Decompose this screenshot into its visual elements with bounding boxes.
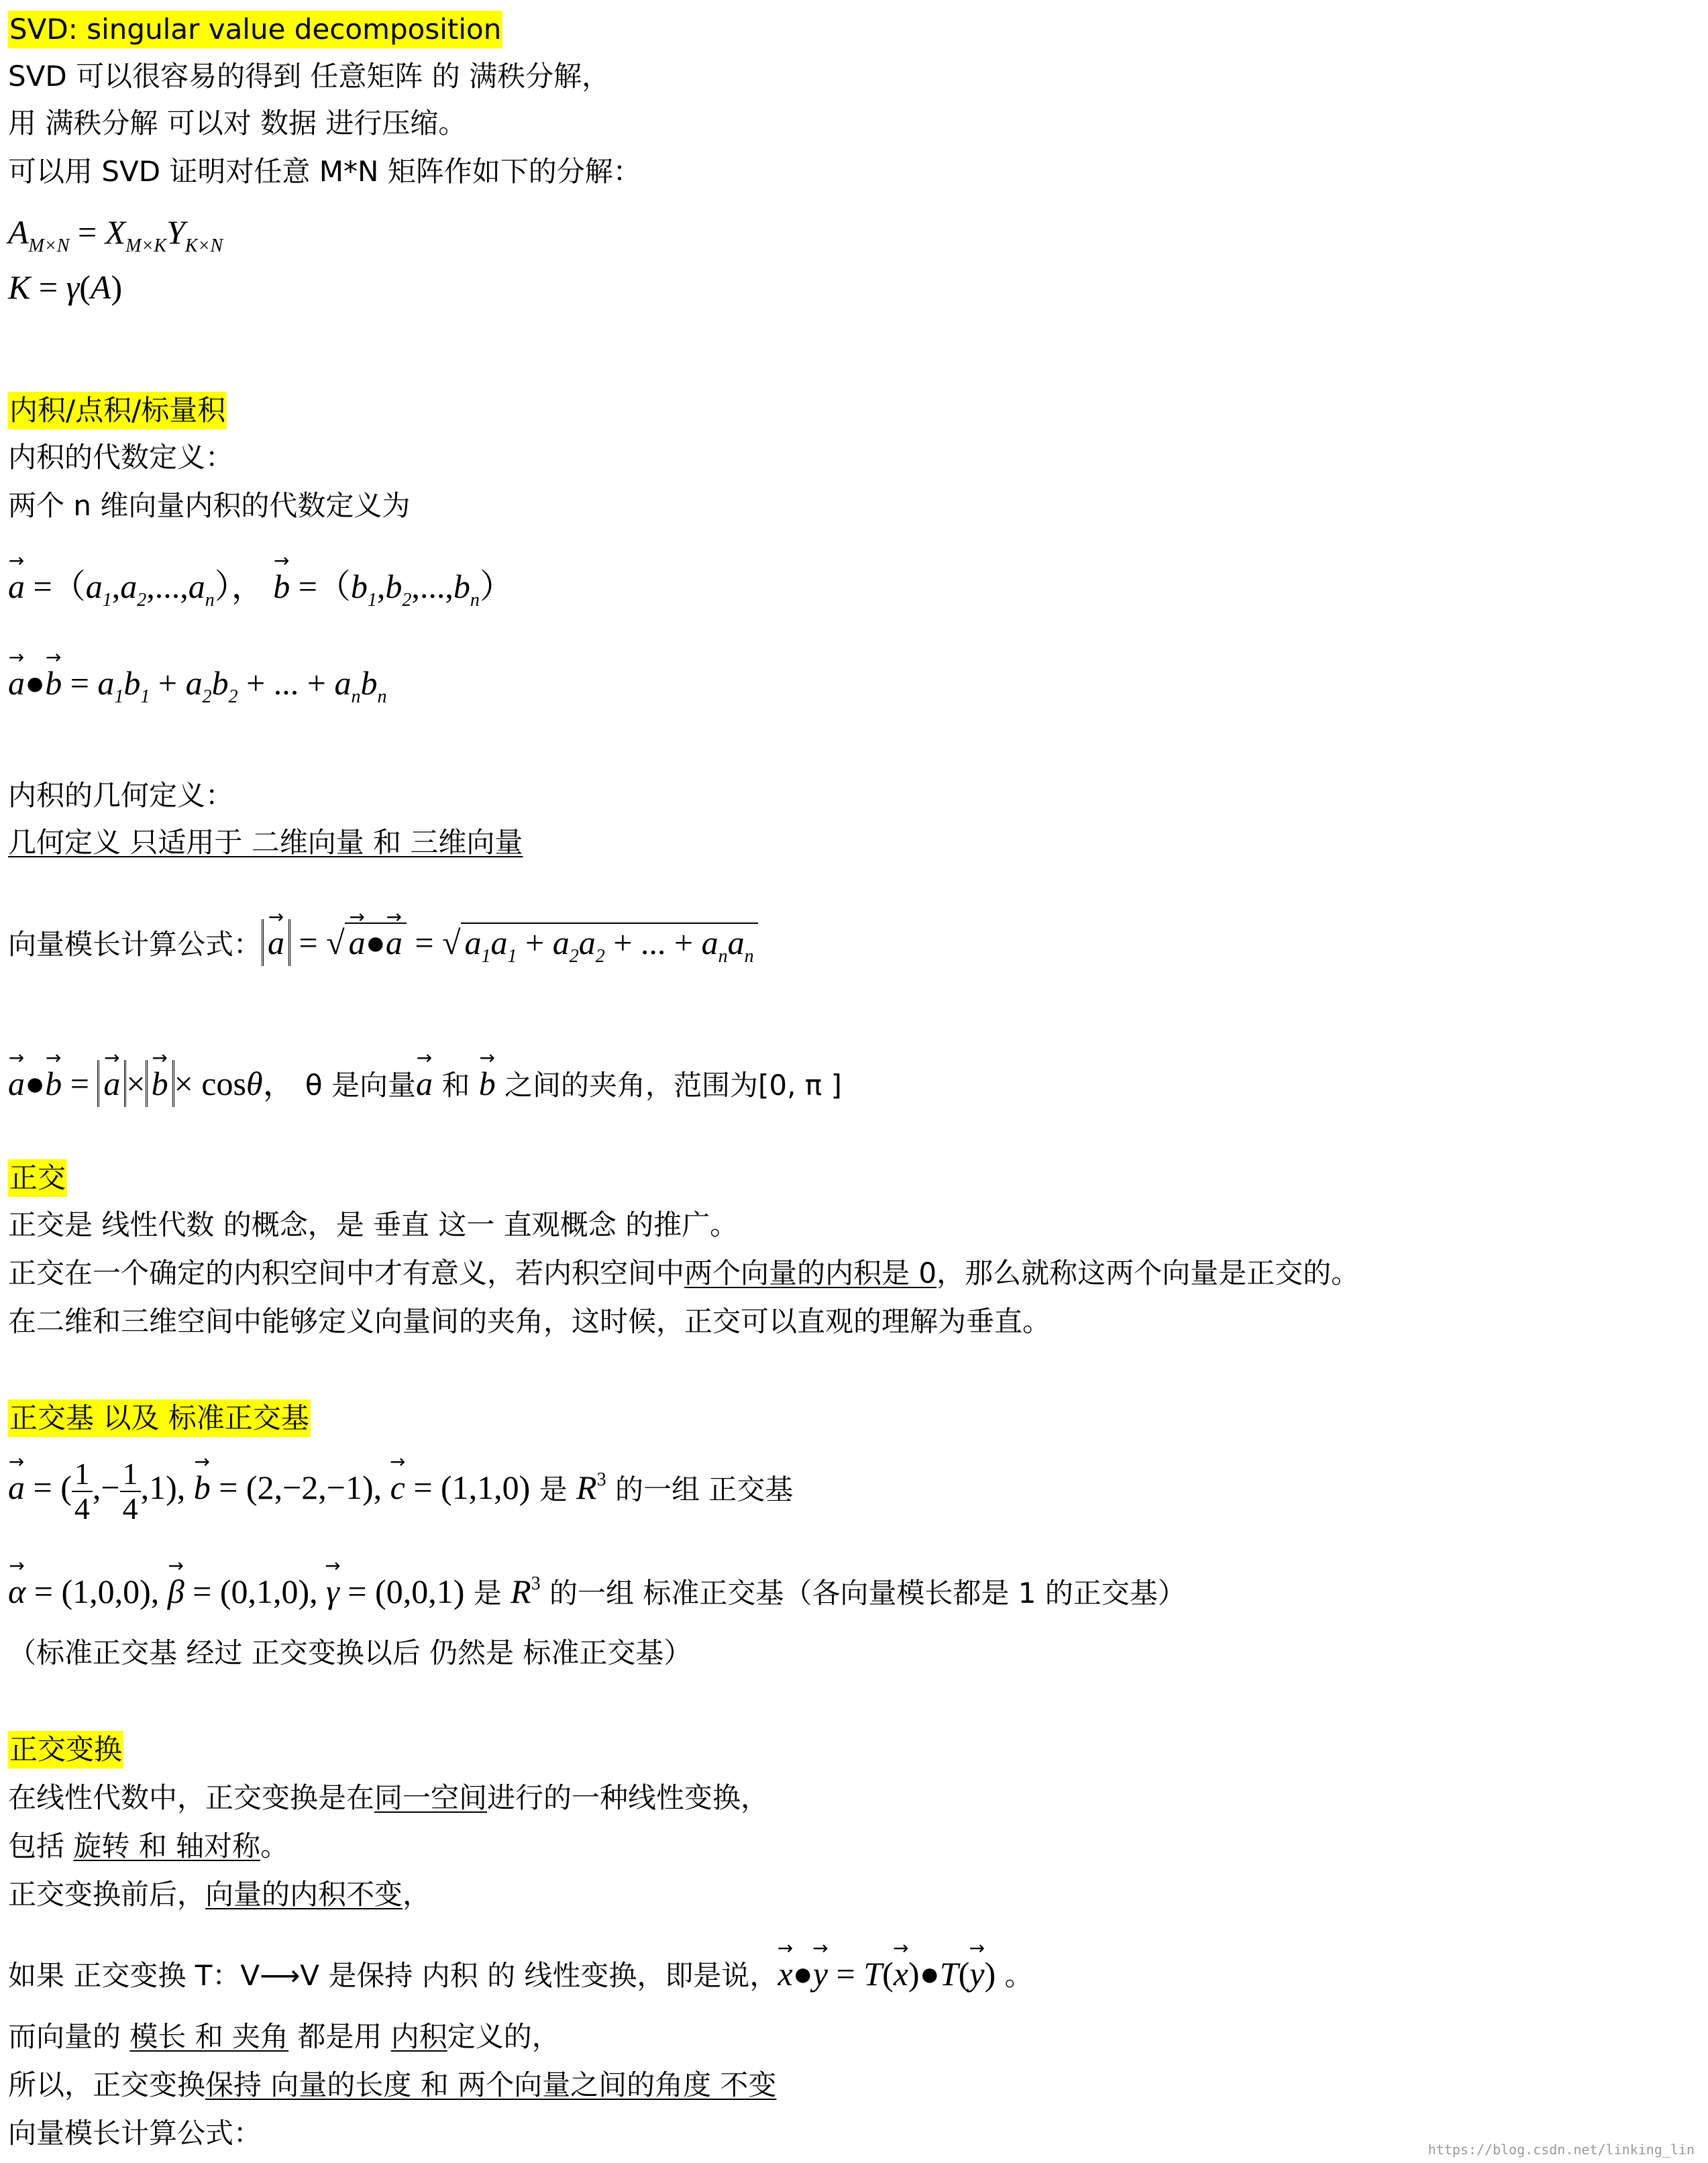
transform-line-3: 正交变换前后，向量的内积不变，	[8, 1878, 431, 1911]
transform-line-4: 如果 正交变换 T：V⟶V 是保持 内积 的 线性变换，即是说，→ x●→ y = T(→ x)●T(→ y) 。	[8, 1955, 1032, 1995]
watermark: https://blog.csdn.net/linking_lin	[1428, 2142, 1695, 2158]
orthogonal-line-3: 在二维和三维空间中能够定义向量间的夹角，这时候，正交可以直观的理解为垂直。	[8, 1305, 1051, 1338]
transform-heading: 正交变换	[8, 1731, 123, 1769]
transform-line-1: 在线性代数中，正交变换是在同一空间进行的一种线性变换，	[8, 1781, 769, 1814]
vector-norm-formula: 向量模长计算公式：→ a = √→ a●→ a = √ $a_1a_1 + a_2a_2$ + ... + $a_na_n$	[8, 919, 758, 967]
theta-desc-suffix: 之间的夹角，范围为[0, π ]	[504, 1069, 842, 1102]
transform-line-5: 而向量的 模长 和 夹角 都是用 内积定义的，	[8, 2020, 560, 2053]
formula-rank: K = γ(A)	[8, 268, 123, 306]
algebraic-definition-desc: 两个 n 维向量内积的代数定义为	[8, 489, 411, 522]
geometric-dot-product-formula: → a●→ b = → a ×→ b × cosθ， θ 是向量→ a 和 → b 之间的夹角，范围为[0, π ]	[8, 1060, 842, 1107]
formula-vectors-ab: → $a =(a_1,a_2,...,a_n)$， → $b =(b_1,b_2,...,b_n)$	[8, 568, 513, 611]
orthogonal-basis-example: → a = ( $\frac{1}{4}$ ,− $\frac{1}{4}$ ,1), → b = (2,−2,−1), → c = (1,1,0) 是 $R^3$ 的一组 正交基	[8, 1457, 793, 1526]
basis-heading: 正交基 以及 标准正交基	[8, 1400, 311, 1437]
transform-line-2: 包括 旋转 和 轴对称。	[8, 1830, 289, 1862]
orthonormal-basis-suffix: 的一组 标准正交基（各向量模长都是 1 的正交基）	[549, 1577, 1186, 1610]
formula-dot-product-algebraic: → a●→ $b = a_1b_1 + a_2b_2$ + ... + $a_nb_n$	[8, 664, 387, 708]
svd-line-2: 用 满秩分解 可以对 数据 进行压缩。	[8, 107, 467, 140]
transform-line-7: 向量模长计算公式：	[8, 2117, 262, 2150]
orthogonal-line-1: 正交是 线性代数 的概念，是 垂直 这一 直观概念 的推广。	[8, 1208, 739, 1241]
theta-desc-prefix: θ 是向量	[305, 1069, 416, 1102]
formula-svd-decomposition: $A_{M\times N} = X_{M\times K}Y_{K\times N}$	[8, 213, 223, 256]
standard-orthonormal-basis-example: → α = (1,0,0), → β = (0,1,0), → γ = (0,0,1) 是 $R^3$ 的一组 标准正交基（各向量模长都是 1 的正交基）	[8, 1573, 1186, 1616]
svd-line-3: 可以用 SVD 证明对任意 M*N 矩阵作如下的分解：	[8, 155, 641, 188]
svd-line-1: SVD 可以很容易的得到 任意矩阵 的 满秩分解，	[8, 60, 610, 93]
vector-norm-label: 向量模长计算公式：	[8, 928, 262, 961]
inner-product-heading: 内积/点积/标量积	[8, 392, 227, 429]
orthogonal-heading: 正交	[8, 1159, 67, 1197]
algebraic-definition-title: 内积的代数定义：	[8, 441, 234, 474]
geometric-definition-title: 内积的几何定义：	[8, 779, 234, 812]
svd-heading: SVD: singular value decomposition	[8, 11, 502, 48]
theta-desc-and: 和	[441, 1069, 470, 1102]
geometric-definition-note: 几何定义 只适用于 二维向量 和 三维向量	[8, 826, 523, 859]
transform-line-6: 所以，正交变换保持 向量的长度 和 两个向量之间的角度 不变	[8, 2068, 777, 2101]
orthogonal-basis-suffix: 的一组 正交基	[615, 1473, 794, 1506]
orthogonal-line-2: 正交在一个确定的内积空间中才有意义，若内积空间中两个向量的内积是 0，那么就称这两个向量是正交的。	[8, 1257, 1360, 1289]
basis-note: （标准正交基 经过 正交变换以后 仍然是 标准正交基）	[8, 1636, 692, 1669]
